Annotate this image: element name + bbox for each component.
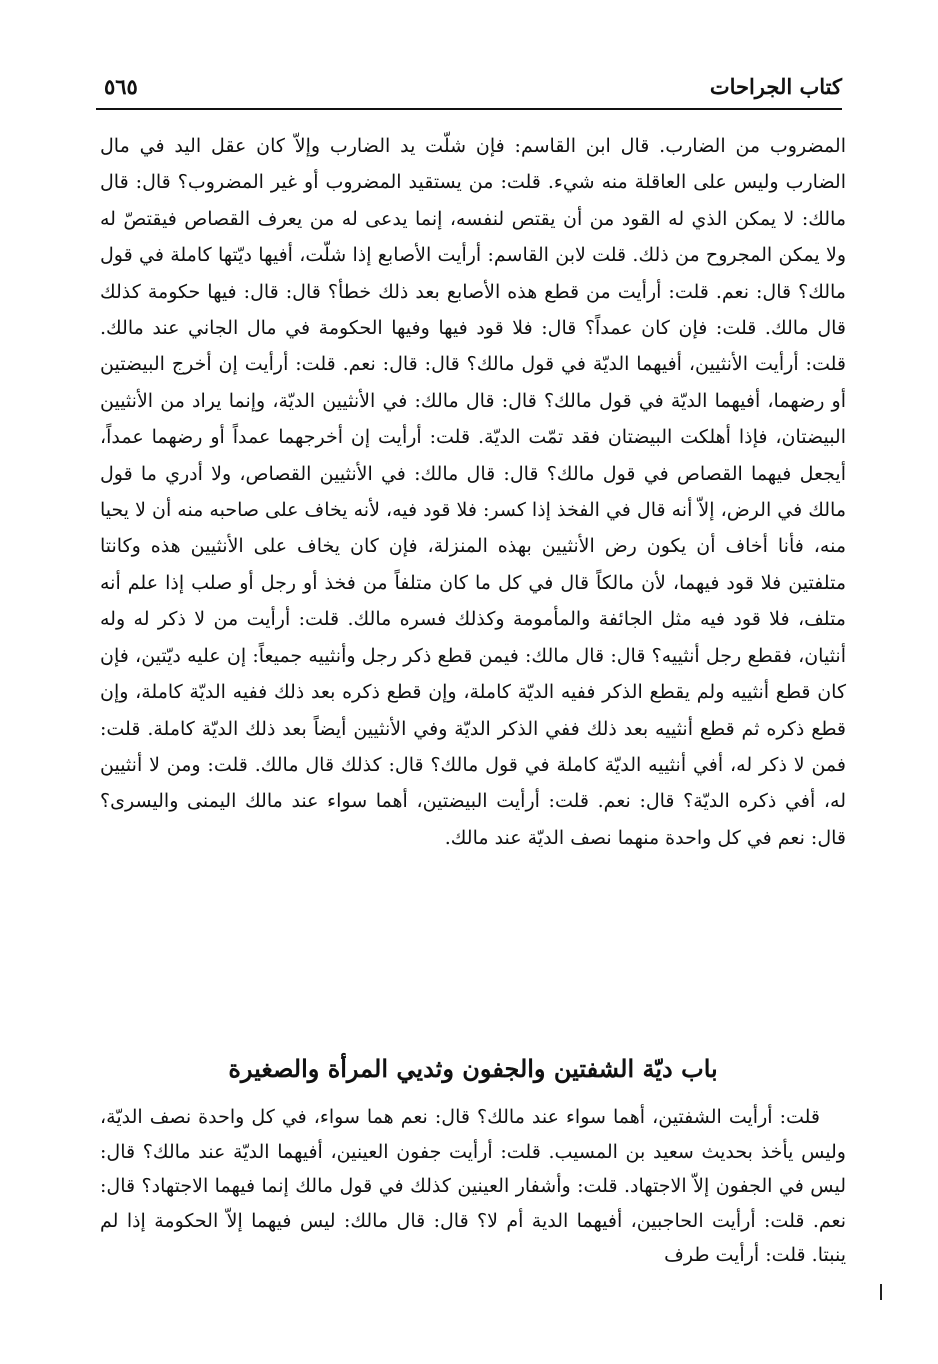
margin-mark (880, 1284, 882, 1300)
page-header (96, 68, 842, 110)
section-heading: باب ديّة الشفتين والجفون وثديي المرأة والصغيرة (228, 1054, 718, 1083)
paragraph: المضروب من الضارب. قال ابن القاسم: فإن شلّت يد الضارب وإلاّ كان عقل اليد في مال الضارب وليس على العاقلة منه شيء. قلت: من يستقيد المضروب أو غير المضروب؟ قال: قال مالك: لا يمكن الذي له القود من أن يقتص لنفسه، إنما يدعى له من يعرف القصاص فيقتصّ له ولا يمكن المجروح من ذلك. قلت لابن القاسم: أرأيت الأصابع إذا شلّت، أفيها ديّتها كاملة في قول مالك؟ قال: نعم. قلت: أرأيت من قطع هذه الأصابع بعد ذلك خطأ؟ قال: قال: فيها حكومة كذلك قال مالك. قلت: فإن كان عمداً؟ قال: فلا قود فيها وفيها الحكومة في مال الجاني عند مالك. قلت: أرأيت الأنثيين، أفيهما الديّة في قول مالك؟ قال: قال: نعم. قلت: أرأيت إن أخرج البيضتين أو رضهما، أفيهما الديّة في قول مالك؟ قال: قال مالك: في الأنثيين الديّة، وإنما يراد من الأنثيين البيضتان، فإذا أهلكت البيضتان فقد تمّت الديّة. قلت: أرأيت إن أخرجهما عمداً أو رضهما عمداً، أيجعل فيهما القصاص في قول مالك؟ قال: قال مالك: في الأنثيين القصاص، ولا أدري ما قول مالك في الرض، إلاّ أنه قال في الفخذ إذا كسر: فلا قود فيه، لأنه يخاف على صاحبه منه أن لا يحيا منه، فأنا أخاف أن يكون رض الأنثيين بهذه المنزلة، فإن كان يخاف على الأنثيين هذه وكانتا متلفتين فلا قود فيهما، لأن مالكاً قال في كل ما كان متلفاً من فخذ أو رجل أو صلب إذا علم أنه متلف، فلا قود فيه مثل الجائفة والمأمومة وكذلك فسره مالك. قلت: أرأيت من لا ذكر له وله أنثيان، فقطع رجل أنثييه؟ قال: قال مالك: فيمن قطع ذكر رجل وأنثييه جميعاً: إن عليه ديّتين، فإن كان قطع أنثييه ولم يقطع الذكر ففيه الديّة كاملة، وإن قطع ذكره بعد ذلك ففيه الديّة كاملة، وإن قطع ذكره ثم قطع أنثييه بعد ذلك ففي الذكر الديّة وفي الأنثيين أيضاً بعد ذلك الديّة كاملة. قلت: فمن لا ذكر له، أفي أنثييه الديّة كاملة في قول مالك؟ قال: كذلك قال مالك. قلت: ومن لا أنثيين له، أفي ذكره الديّة؟ قال: نعم. قلت: أرأيت البيضتين، أهما سواء عند مالك اليمنى واليسرى؟ قال: نعم في كل واحدة منهما نصف الديّة عند مالك. (100, 135, 846, 849)
book-title: كتاب الجراحات (709, 74, 842, 99)
page-number: ٥٦٥ (104, 74, 138, 99)
paragraph: قلت: أرأيت الشفتين، أهما سواء عند مالك؟ قال: نعم هما سواء، في كل واحدة نصف الديّة، وليس يأخذ بحديث سعيد بن المسيب. قلت: أرأيت جفون العينين، أفيهما الديّة عند مالك؟ قال: ليس في الجفون إلاّ الاجتهاد. قلت: وأشفار العينين كذلك في قول مالك إنما فيهما الاجتهاد؟ قال: نعم. قلت: أرأيت الحاجبين، أفيهما الدية أم لا؟ قال: قال مالك: ليس فيهما إلاّ الحكومة إذا لم ينبتا. قلت: أرأيت طرف (100, 1106, 846, 1267)
